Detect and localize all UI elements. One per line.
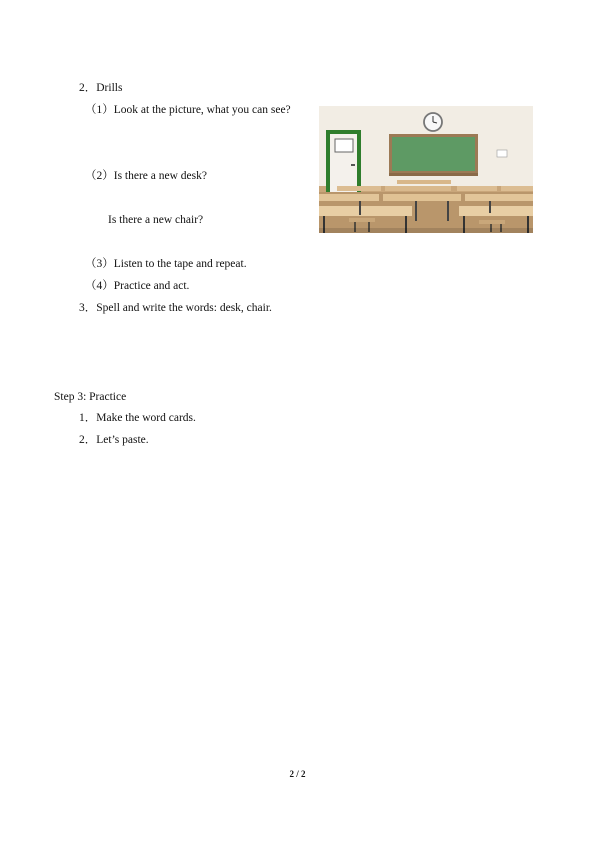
practice-item-2: 2．Let’s paste. xyxy=(79,434,149,446)
drills-heading: 2．Drills xyxy=(79,82,123,94)
drill-item-3: （3）Listen to the tape and repeat. xyxy=(85,258,247,270)
drill-item-1: （1）Look at the picture, what you can see? xyxy=(85,104,291,116)
practice-item-1: 1．Make the word cards. xyxy=(79,412,196,424)
drill-item-2b: Is there a new chair? xyxy=(108,214,204,226)
page-number: 2 / 2 xyxy=(289,769,306,779)
drill-item-4: （4）Practice and act. xyxy=(85,280,190,292)
step3-heading: Step 3: Practice xyxy=(54,391,127,403)
drill-item-2: （2）Is there a new desk? xyxy=(85,170,207,182)
classroom-image xyxy=(319,106,533,233)
spell-write-item: 3．Spell and write the words: desk, chair. xyxy=(79,302,272,314)
